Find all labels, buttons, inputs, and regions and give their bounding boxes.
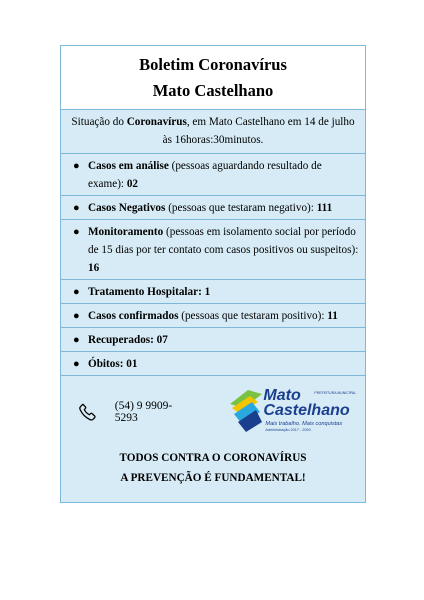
title-block — [61, 46, 365, 110]
list-item-analysis — [61, 154, 365, 196]
item-label: Monitoramento — [88, 226, 164, 238]
contact-row — [67, 386, 359, 438]
municipality-logo — [228, 386, 359, 438]
intro-text — [61, 110, 365, 154]
item-label: Casos em análise — [88, 160, 169, 172]
list-item-hospital — [61, 280, 365, 304]
item-label: Casos Negativos — [88, 202, 166, 214]
item-value: 02 — [126, 178, 139, 190]
bullet-icon: ● — [73, 202, 80, 214]
item-desc: (pessoas que testaram positivo): — [178, 310, 328, 322]
bulletin-document — [60, 45, 366, 503]
list-item-confirmed — [61, 304, 365, 328]
logo-admin-period: Administração 2017 - 2020 — [265, 428, 311, 432]
list-item-recovered — [61, 328, 365, 352]
footer-panel — [61, 376, 365, 502]
item-label: Tratamento Hospitalar: — [88, 286, 205, 298]
intro-bold: Coronavírus — [126, 116, 187, 128]
item-desc: (pessoas que testaram negativo): — [165, 202, 317, 214]
item-desc: (pessoas em isolamento social por período de 15 dias por ter contato com casos positivos ou suspeitos): — [88, 226, 359, 256]
bullet-icon: ● — [73, 226, 80, 238]
item-value: 07 — [156, 334, 168, 346]
item-label: Recuperados: — [88, 334, 157, 346]
bullet-icon: ● — [73, 358, 80, 370]
item-value: 11 — [327, 310, 338, 322]
bulletin-title: Boletim Coronavírus — [139, 55, 287, 74]
intro-suffix: , em Mato Castelhano em 14 de julho às 16horas:30minutos. — [162, 116, 355, 146]
bullet-icon: ● — [73, 334, 80, 346]
intro-prefix: Situação do — [71, 116, 127, 128]
logo-mark-icon — [228, 386, 268, 436]
item-value: 111 — [316, 202, 333, 214]
item-value: 1 — [204, 286, 211, 298]
list-item-deaths — [61, 352, 365, 376]
item-value: 01 — [126, 358, 138, 370]
logo-slogan: Mais trabalho. Mais conquistas — [265, 421, 343, 427]
item-label: Casos confirmados — [88, 310, 179, 322]
list-item-monitoring — [61, 220, 365, 280]
phone-number[interactable]: (54) 9 9909-5293 — [114, 400, 173, 424]
bullet-icon: ● — [73, 310, 80, 322]
item-value: 16 — [88, 262, 100, 274]
closing-message — [67, 448, 359, 488]
closing-line-2: A PREVENÇÃO É FUNDAMENTAL! — [120, 472, 306, 484]
list-item-negative — [61, 196, 365, 220]
logo-word-mato: Mato — [263, 387, 301, 404]
item-desc: (pessoas aguardando resultado de exame): — [88, 160, 322, 190]
bullet-icon: ● — [73, 160, 80, 172]
logo-word-castelhano: Castelhano — [263, 402, 350, 419]
item-label: Óbitos: — [88, 358, 127, 370]
bulletin-subtitle: Mato Castelhano — [152, 81, 274, 100]
phone-icon — [77, 401, 99, 423]
bullet-icon: ● — [73, 286, 80, 298]
closing-line-1: TODOS CONTRA O CORONAVÍRUS — [119, 452, 307, 464]
logo-prefeitura: PREFEITURA MUNICIPAL — [314, 391, 357, 395]
